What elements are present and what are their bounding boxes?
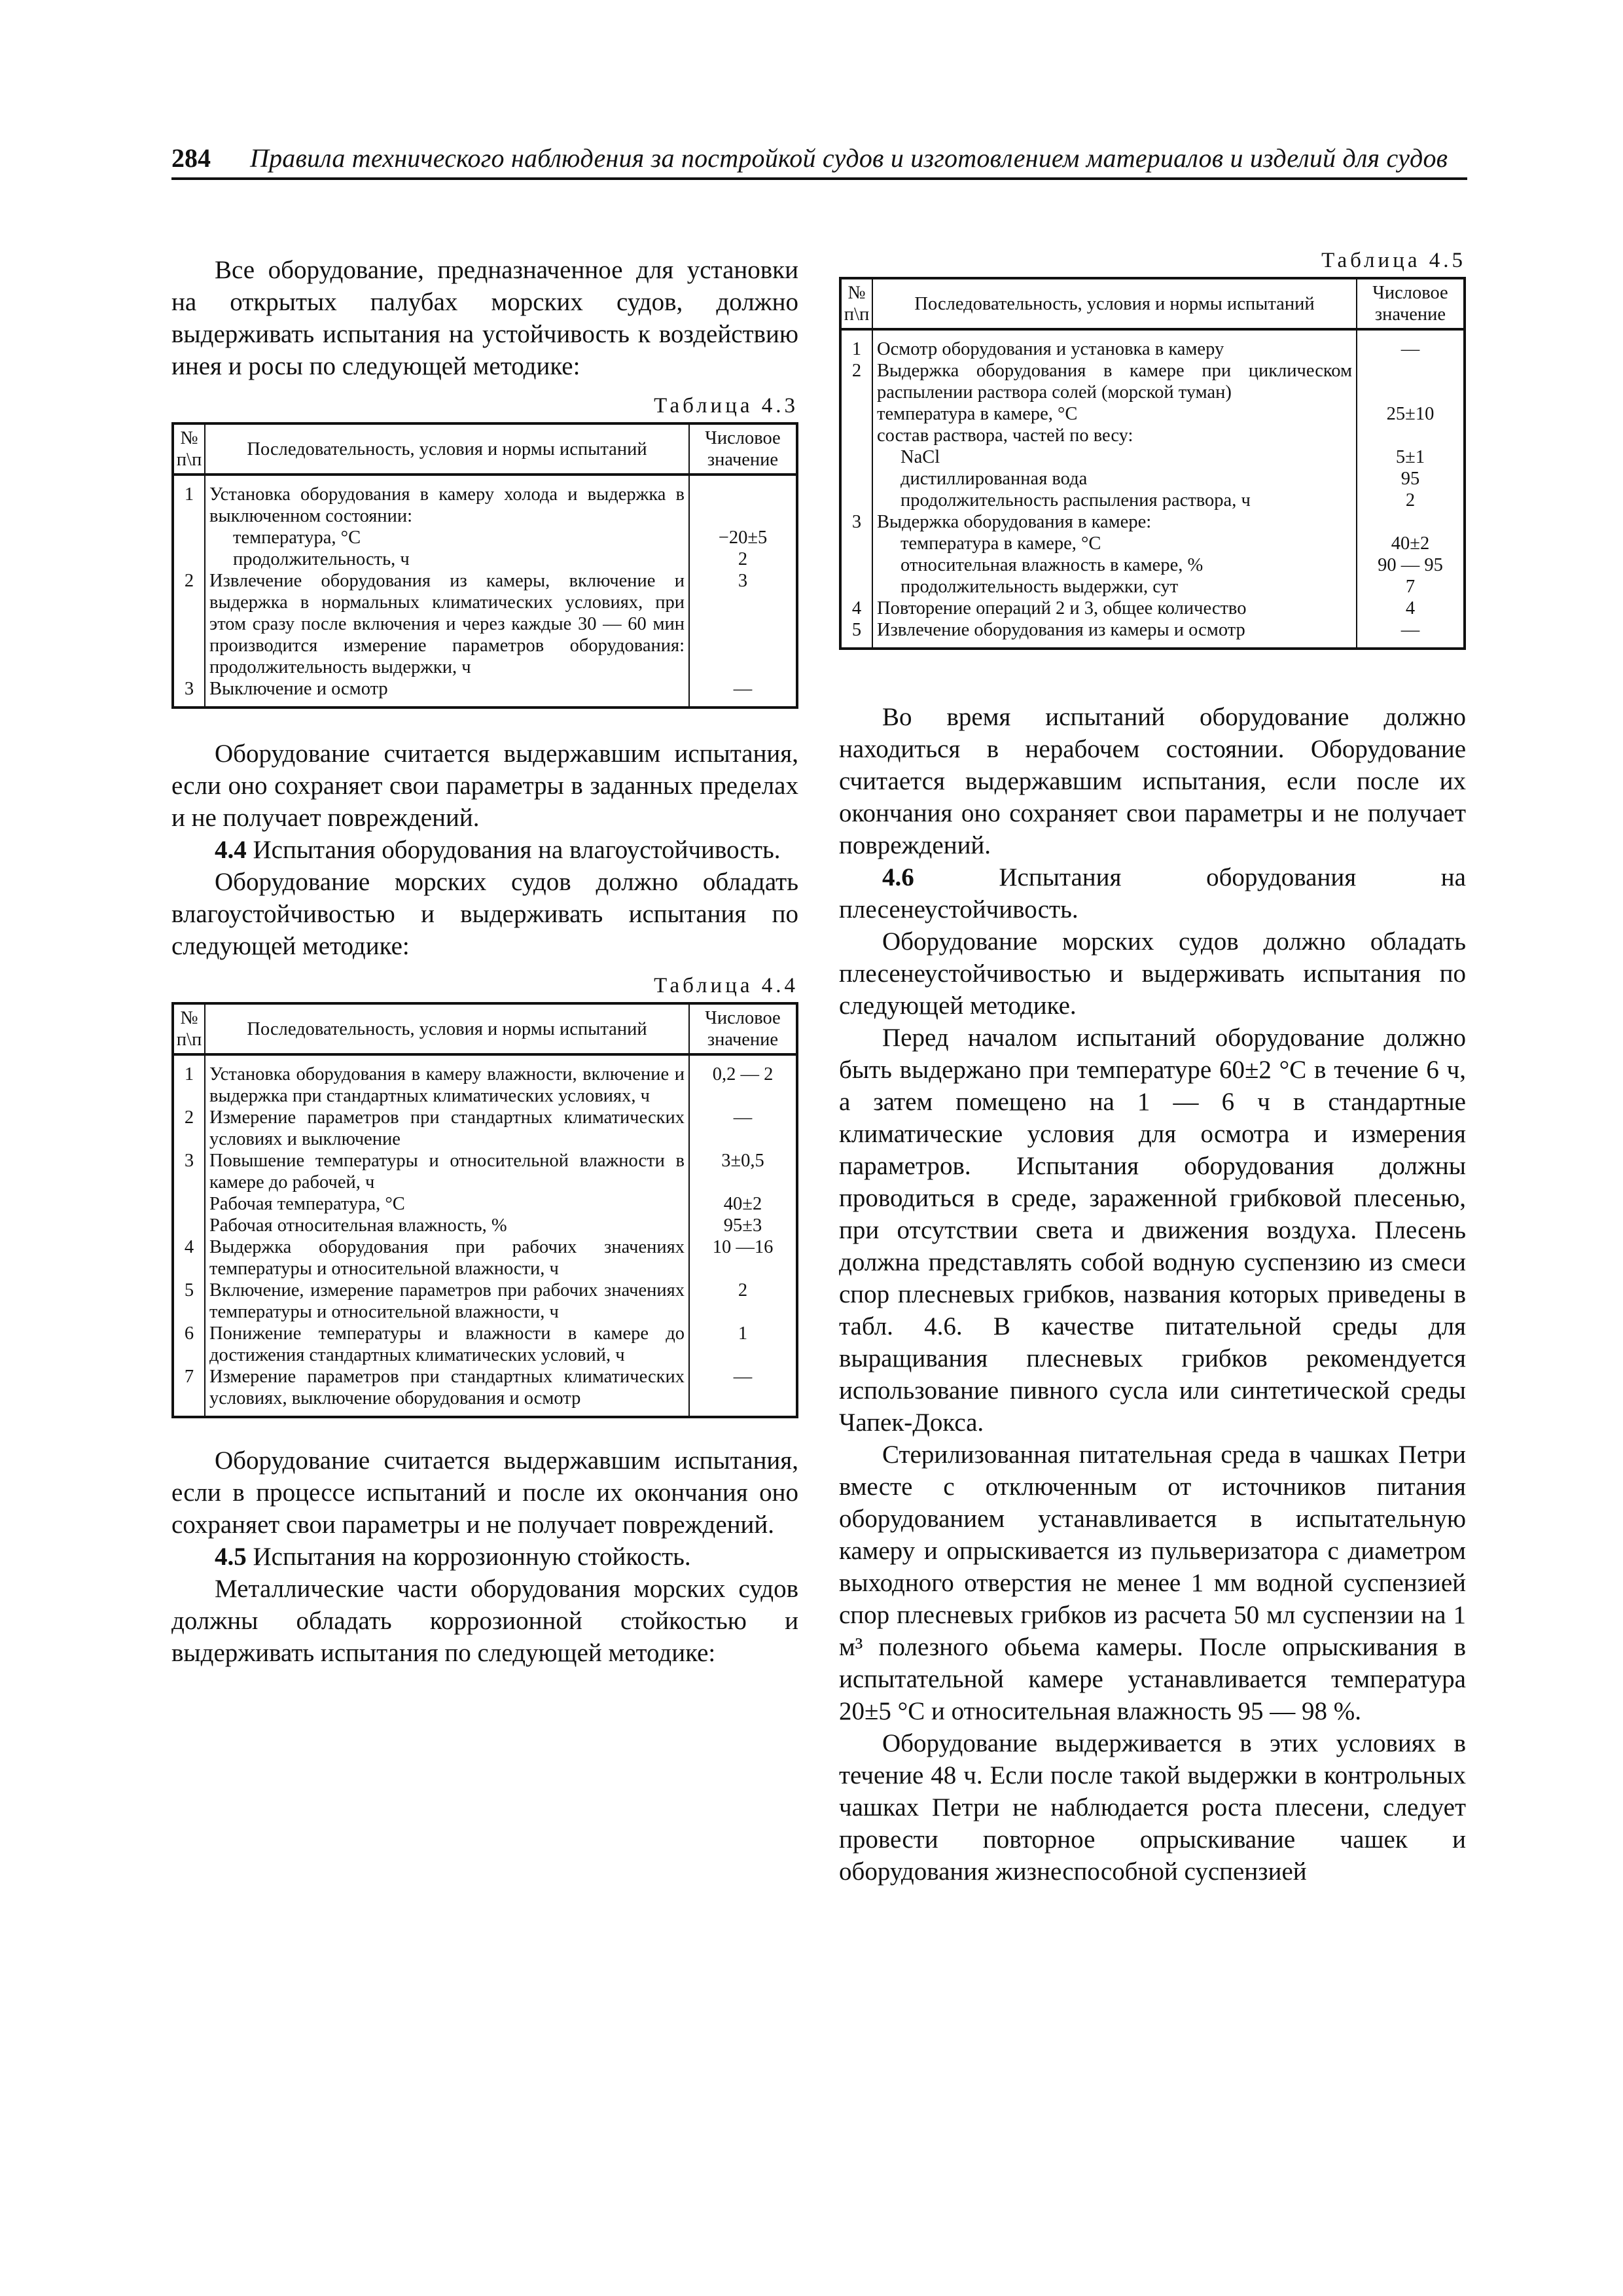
- row-value: [1357, 360, 1465, 403]
- row-number: 1: [173, 475, 205, 527]
- column-header-number: № п\п: [173, 423, 205, 475]
- row-number: 3: [840, 511, 872, 533]
- row-value: 2: [689, 1280, 797, 1323]
- table-row: [840, 403, 1465, 425]
- row-value: —: [689, 1107, 797, 1150]
- table-row: [173, 1054, 797, 1107]
- column-header-description: Последовательность, условия и нормы испытаний: [872, 278, 1357, 329]
- row-description: состав раствора, частей по весу:: [872, 425, 1357, 446]
- row-value: 0,2 — 2: [689, 1054, 797, 1107]
- section-number: 4.5: [215, 1543, 247, 1571]
- paragraph: Во время испытаний оборудование должно находиться в нерабочем состоянии. Оборудование считается выдержавшим испытания, если после их окончания оно сохраняет свои параметры и не получает повреждений.: [839, 703, 1466, 859]
- section-title: Испытания на коррозионную стойкость.: [246, 1543, 691, 1571]
- row-number: 6: [173, 1323, 205, 1366]
- row-description: Выдержка оборудования в камере:: [872, 511, 1357, 533]
- paragraph: Оборудование морских судов должно обладать влагоустойчивостью и выдерживать испытания по следующей методике:: [171, 868, 798, 960]
- row-number: [840, 576, 872, 598]
- page-number: 284: [171, 143, 211, 173]
- row-number: [840, 533, 872, 554]
- row-number: 5: [840, 619, 872, 649]
- running-header: [171, 143, 1467, 180]
- left-column: [171, 254, 798, 1669]
- column-header-number: № п\п: [173, 1003, 205, 1054]
- table-row: [840, 554, 1465, 576]
- column-header-number: № п\п: [840, 278, 872, 329]
- row-description: Понижение температуры и влажности в камере до достижения стандартных климатических условий, ч: [205, 1323, 689, 1366]
- row-value: −20±5: [689, 527, 797, 548]
- row-description: Установка оборудования в камеру холода и выдержка в выключенном состоянии:: [205, 475, 689, 527]
- row-number: [173, 1193, 205, 1215]
- row-description: Измерение параметров при стандартных климатических условиях и выключение: [205, 1107, 689, 1150]
- row-value: 1: [689, 1323, 797, 1366]
- row-number: [173, 1215, 205, 1236]
- column-header-value: Числовое значение: [1357, 278, 1465, 329]
- table-row: [173, 1150, 797, 1193]
- table-row: [173, 1236, 797, 1280]
- row-number: [840, 490, 872, 511]
- row-value: [689, 475, 797, 527]
- cell-text: температура, °С: [233, 528, 361, 548]
- row-description: Повышение температуры и относительной влажности в камере до рабочей, ч: [205, 1150, 689, 1193]
- row-description: Осмотр оборудования и установка в камеру: [872, 329, 1357, 360]
- row-value: —: [689, 678, 797, 708]
- cell-text: дистиллированная вода: [901, 469, 1088, 489]
- table-row: [840, 329, 1465, 360]
- table-row: [840, 576, 1465, 598]
- row-description: Извлечение оборудования из камеры и осмотр: [872, 619, 1357, 649]
- row-number: 4: [173, 1236, 205, 1280]
- section-heading-4-6: [839, 861, 1466, 925]
- row-number: 1: [840, 329, 872, 360]
- table-row: [173, 548, 797, 570]
- row-value: 5±1: [1357, 446, 1465, 468]
- table-row: [840, 533, 1465, 554]
- row-number: 2: [173, 1107, 205, 1150]
- table-row: [840, 598, 1465, 619]
- row-value: —: [689, 1366, 797, 1417]
- cell-text: NaCl: [901, 447, 940, 467]
- row-description: Выдержка оборудования при рабочих значениях температуры и относительной влажности, ч: [205, 1236, 689, 1280]
- table-row: [173, 570, 797, 678]
- row-value: —: [1357, 329, 1465, 360]
- row-number: 2: [173, 570, 205, 678]
- table-4-5-caption: Таблица 4.5: [1321, 249, 1466, 272]
- cell-text: продолжительность распыления раствора, ч: [901, 490, 1251, 511]
- table-row: [173, 1215, 797, 1236]
- row-number: [173, 527, 205, 548]
- table-row: [173, 527, 797, 548]
- row-number: [840, 554, 872, 576]
- cell-text: относительная влажность в камере, %: [901, 555, 1204, 575]
- row-number: [173, 548, 205, 570]
- row-number: [840, 468, 872, 490]
- section-heading-4-5: [171, 1541, 798, 1573]
- row-value: 90 — 95: [1357, 554, 1465, 576]
- row-number: 5: [173, 1280, 205, 1323]
- column-header-description: Последовательность, условия и нормы испытаний: [205, 423, 689, 475]
- table-4-4: [171, 1002, 798, 1418]
- row-value: 3: [689, 570, 797, 678]
- paragraph: Оборудование считается выдержавшим испытания, если в процессе испытаний и после их окончания оно сохраняет свои параметры и не получает повреждений.: [171, 1446, 798, 1539]
- section-title: Испытания оборудования на плесенеустойчивость.: [839, 863, 1466, 924]
- paragraph: Оборудование выдерживается в этих условиях в течение 48 ч. Если после такой выдержки в контрольных чашках Петри не наблюдается роста плесени, следует провести повторное опрыскивание чашек и оборудования жизнеспособной суспензией: [839, 1729, 1466, 1886]
- paragraph: Все оборудование, предназначенное для установки на открытых палубах морских судов, должно выдерживать испытания на устойчивость к воздействию инея и росы по следующей методике:: [171, 256, 798, 380]
- row-value: 2: [689, 548, 797, 570]
- row-value: [1357, 511, 1465, 533]
- row-description: [872, 446, 1357, 468]
- table-row: [840, 468, 1465, 490]
- row-description: [872, 576, 1357, 598]
- row-value: 25±10: [1357, 403, 1465, 425]
- row-description: [872, 468, 1357, 490]
- row-number: [840, 425, 872, 446]
- row-description: Извлечение оборудования из камеры, включение и выдержка в нормальных климатических условиях, при этом сразу после включения и через каждые 30 — 60 мин производится измерение параметров оборудования: продолжительность выдержки, ч: [205, 570, 689, 678]
- row-value: 40±2: [1357, 533, 1465, 554]
- table-4-3: [171, 422, 798, 709]
- row-description: Включение, измерение параметров при рабочих значениях температуры и относительной влажности, ч: [205, 1280, 689, 1323]
- table-row: [173, 1366, 797, 1417]
- row-number: [840, 403, 872, 425]
- cell-text: температура в камере, °С: [901, 533, 1101, 554]
- row-number: 3: [173, 678, 205, 708]
- row-description: [205, 527, 689, 548]
- table-4-3-caption: Таблица 4.3: [654, 394, 798, 418]
- row-number: 1: [173, 1054, 205, 1107]
- table-row: [840, 511, 1465, 533]
- section-title: Испытания оборудования на влагоустойчивость.: [246, 836, 781, 864]
- row-description: [872, 554, 1357, 576]
- paragraph: Оборудование морских судов должно обладать плесенеустойчивостью и выдерживать испытания по следующей методике.: [839, 927, 1466, 1020]
- section-number: 4.6: [882, 863, 914, 891]
- table-4-4-caption: Таблица 4.4: [654, 974, 798, 997]
- row-description: [205, 548, 689, 570]
- row-value: 40±2: [689, 1193, 797, 1215]
- row-number: [840, 446, 872, 468]
- cell-text: продолжительность выдержки, сут: [901, 577, 1179, 597]
- row-value: 7: [1357, 576, 1465, 598]
- table-row: [173, 1280, 797, 1323]
- row-description: Установка оборудования в камеру влажности, включение и выдержка при стандартных климатических условиях, ч: [205, 1054, 689, 1107]
- row-value: 4: [1357, 598, 1465, 619]
- table-row: [840, 446, 1465, 468]
- paragraph: Стерилизованная питательная среда в чашках Петри вместе с отключенным от источников питания оборудованием устанавливается в испытательную камеру и опрыскивается из пульверизатора с диаметром выходного отверстия не менее 1 мм водной суспензией спор плесневых грибков из расчета 50 мл суспензии на 1 м³ полезного обьема камеры. После опрыскивания в испытательной камере устанавливается температура 20±5 °С и относительная влажность 95 — 98 %.: [839, 1441, 1466, 1725]
- table-row: [840, 490, 1465, 511]
- cell-text: продолжительность, ч: [233, 549, 410, 569]
- paragraph: Металлические части оборудования морских судов должны обладать коррозионной стойкостью и выдерживать испытания по следующей методике:: [171, 1575, 798, 1667]
- column-header-value: Числовое значение: [689, 1003, 797, 1054]
- table-row: [173, 678, 797, 708]
- section-number: 4.4: [215, 836, 247, 864]
- right-column: [839, 249, 1466, 1888]
- table-row: [840, 425, 1465, 446]
- table-4-5: [839, 277, 1466, 650]
- section-heading-4-4: [171, 834, 798, 866]
- row-value: [1357, 425, 1465, 446]
- running-title: Правила технического наблюдения за постройкой судов и изготовлением материалов и изделий для судов: [250, 143, 1448, 173]
- row-description: Рабочая относительная влажность, %: [205, 1215, 689, 1236]
- row-description: Выключение и осмотр: [205, 678, 689, 708]
- row-value: 2: [1357, 490, 1465, 511]
- column-header-value: Числовое значение: [689, 423, 797, 475]
- column-header-description: Последовательность, условия и нормы испытаний: [205, 1003, 689, 1054]
- paragraph: Оборудование считается выдержавшим испытания, если оно сохраняет свои параметры в заданных пределах и не получает повреждений.: [171, 740, 798, 832]
- row-description: Выдержка оборудования в камере при циклическом распылении раствора солей (морской туман): [872, 360, 1357, 403]
- row-description: Измерение параметров при стандартных климатических условиях, выключение оборудования и осмотр: [205, 1366, 689, 1417]
- row-description: Рабочая температура, °С: [205, 1193, 689, 1215]
- row-value: 95: [1357, 468, 1465, 490]
- row-description: температура в камере, °С: [872, 403, 1357, 425]
- row-value: 95±3: [689, 1215, 797, 1236]
- row-value: 3±0,5: [689, 1150, 797, 1193]
- row-number: 3: [173, 1150, 205, 1193]
- table-row: [173, 1107, 797, 1150]
- row-number: 7: [173, 1366, 205, 1417]
- paragraph: Перед началом испытаний оборудование должно быть выдержано при температуре 60±2 °С в течение 6 ч, а затем помещено на 1 — 6 ч в стандартные климатические условия для осмотра и измерения параметров. Испытания оборудования должны проводиться в среде, зараженной грибковой плесенью, при отсутствии света и движения воздуха. Плесень должна представлять собой водную суспензию из смеси спор плесневых грибков, названия которых приведены в табл. 4.6. В качестве питательной среды для выращивания плесневых грибков рекомендуется использование пивного сусла или синтетической среды Чапек-Докса.: [839, 1024, 1466, 1437]
- table-row: [173, 1323, 797, 1366]
- table-row: [840, 360, 1465, 403]
- row-number: 2: [840, 360, 872, 403]
- row-description: Повторение операций 2 и 3, общее количество: [872, 598, 1357, 619]
- row-number: 4: [840, 598, 872, 619]
- table-row: [173, 475, 797, 527]
- row-value: —: [1357, 619, 1465, 649]
- table-row: [840, 619, 1465, 649]
- row-description: [872, 533, 1357, 554]
- row-description: [872, 490, 1357, 511]
- row-value: 10 —16: [689, 1236, 797, 1280]
- table-row: [173, 1193, 797, 1215]
